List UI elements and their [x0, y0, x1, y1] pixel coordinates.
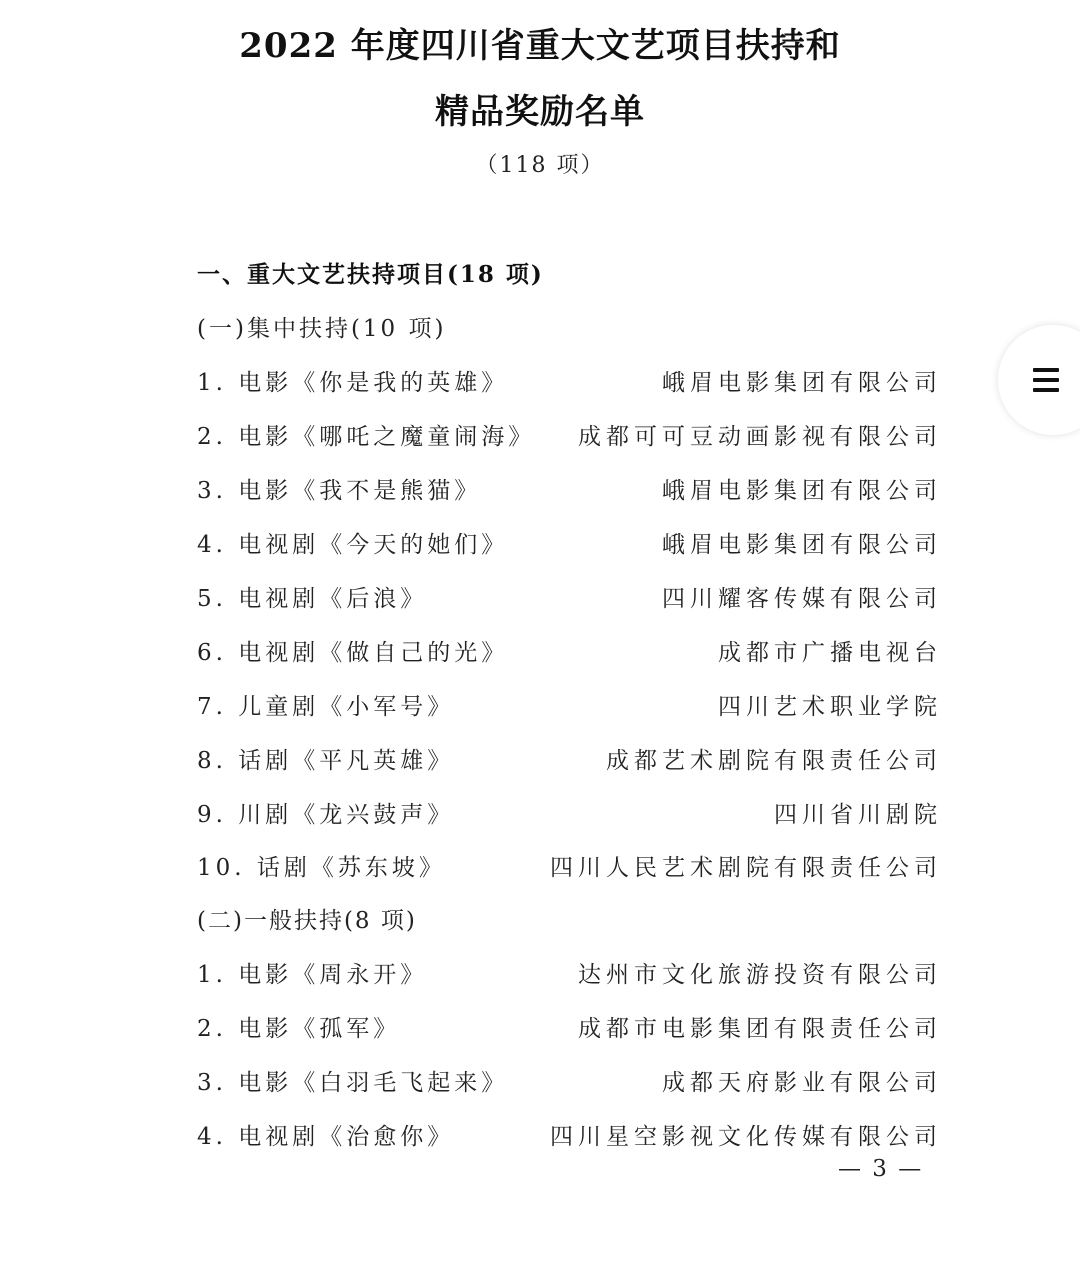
section-heading-major-projects: 一、重大文艺扶持项目(18 项): [197, 261, 544, 288]
work-title: 3. 电影《我不是熊猫》: [197, 478, 482, 504]
list-item: [197, 1118, 942, 1150]
list-item: [197, 1010, 942, 1042]
work-title: 10. 话剧《苏东坡》: [197, 855, 446, 881]
organization-name: 四川艺术职业学院: [718, 694, 942, 720]
organization-name: 四川耀客传媒有限公司: [662, 586, 942, 612]
organization-name: 四川星空影视文化传媒有限公司: [550, 1124, 942, 1150]
list-item: [197, 634, 942, 666]
work-title: 4. 电视剧《治愈你》: [197, 1124, 455, 1150]
organization-name: 成都天府影业有限公司: [662, 1070, 942, 1096]
list-item: [197, 688, 942, 720]
organization-name: 成都市广播电视台: [718, 640, 942, 666]
subsection-heading-general-support: (二)一般扶持(8 项): [197, 908, 417, 934]
work-title: 4. 电视剧《今天的她们》: [197, 532, 509, 558]
total-item-count: （118 项）: [475, 153, 605, 178]
list-item: [197, 849, 942, 881]
page-number: — 3 —: [838, 1156, 924, 1182]
list-item: [197, 742, 942, 774]
list-item: [197, 364, 942, 396]
organization-name: 四川省川剧院: [774, 802, 942, 828]
work-title: 5. 电视剧《后浪》: [197, 586, 428, 612]
organization-name: 峨眉电影集团有限公司: [662, 532, 942, 558]
list-item: [197, 418, 942, 450]
organization-name: 峨眉电影集团有限公司: [662, 478, 942, 504]
list-item: [197, 526, 942, 558]
organization-name: 四川人民艺术剧院有限责任公司: [550, 855, 942, 881]
work-title: 2. 电影《孤军》: [197, 1016, 401, 1042]
list-item: [197, 956, 942, 988]
organization-name: 达州市文化旅游投资有限公司: [578, 962, 942, 988]
work-title: 6. 电视剧《做自己的光》: [197, 640, 509, 666]
list-item: [197, 1064, 942, 1096]
work-title: 3. 电影《白羽毛飞起来》: [197, 1070, 509, 1096]
list-item: [197, 472, 942, 504]
organization-name: 成都市电影集团有限责任公司: [578, 1016, 942, 1042]
work-title: 8. 话剧《平凡英雄》: [197, 748, 455, 774]
organization-name: 峨眉电影集团有限公司: [662, 370, 942, 396]
work-title: 9. 川剧《龙兴鼓声》: [197, 802, 455, 828]
hamburger-menu-icon: [1033, 366, 1059, 394]
organization-name: 成都可可豆动画影视有限公司: [578, 424, 942, 450]
subsection-heading-focused-support: (一)集中扶持(10 项): [197, 316, 447, 342]
work-title: 1. 电影《周永开》: [197, 962, 428, 988]
floating-menu-button[interactable]: [998, 325, 1080, 435]
document-title-line-2: 精品奖励名单: [435, 92, 645, 132]
organization-name: 成都艺术剧院有限责任公司: [606, 748, 942, 774]
work-title: 7. 儿童剧《小军号》: [197, 694, 455, 720]
list-item: [197, 580, 942, 612]
list-item: [197, 796, 942, 828]
work-title: 2. 电影《哪吒之魔童闹海》: [197, 424, 536, 450]
work-title: 1. 电影《你是我的英雄》: [197, 370, 509, 396]
document-title-line-1: 2022 年度四川省重大文艺项目扶持和: [239, 26, 841, 66]
